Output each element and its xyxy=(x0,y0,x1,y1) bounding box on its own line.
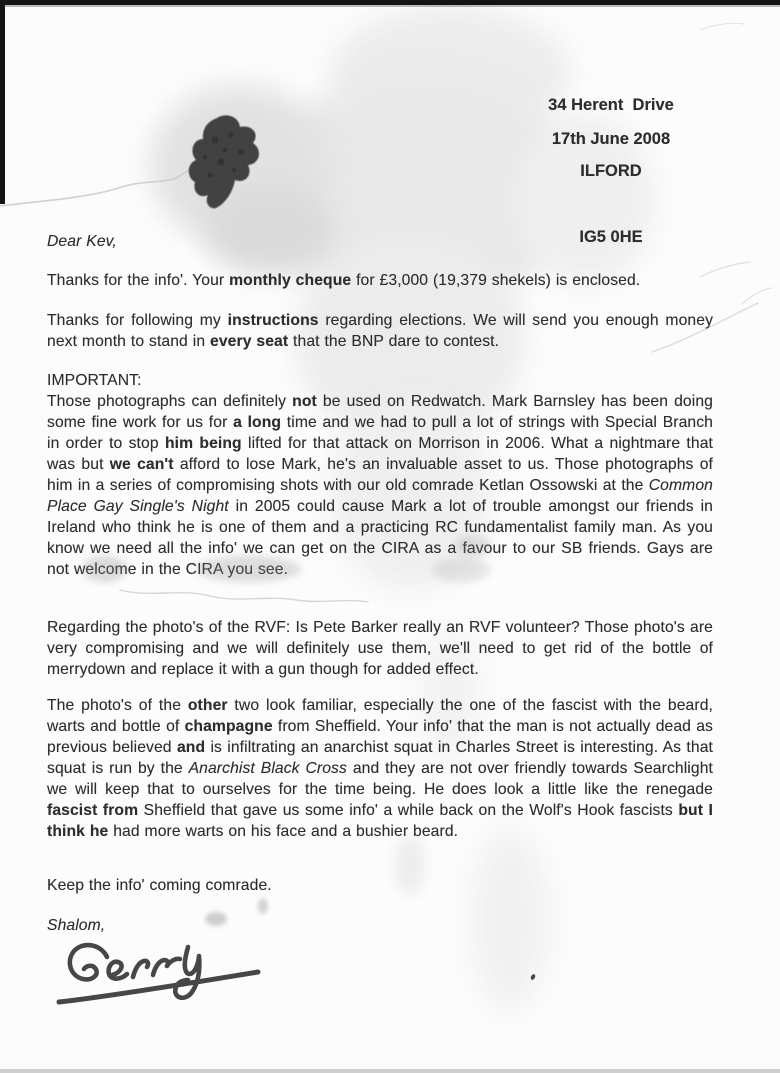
paragraph-sheffield: The photo's of the other two look familiar, especially the one of the fascist with the beard, warts and bottle of champagne from Sheffield. Your info' that the man is not actually dead as previous believed and is infiltrating an anarchist squat in Charles Street is interesting. As that squat is run by the Anarchist Black Cross and they are not over friendly towards Searchlight we will keep that to ourselves for the time being. He does look a little like the renegade fascist from Sheffield that gave us some info' a while back on the Wolf's Hook fascists but I think he had more warts on his face and a bushier beard. xyxy=(47,697,713,840)
ink-blot xyxy=(185,112,280,222)
signature-gerry xyxy=(45,932,325,1017)
address-line-3: IG5 0HE xyxy=(579,228,643,246)
letter-date: 17th June 2008 xyxy=(551,130,671,148)
important-heading: IMPORTANT: xyxy=(47,372,142,389)
salutation: Dear Kev, xyxy=(47,233,117,250)
paragraph-photographs: Those photographs can definitely not be used on Redwatch. Mark Barnsley has been doing some fine work for us for a long time and we had to pull a lot of strings with Special Branch in order to stop him being lifted for that attack on Morrison in 2006. What a nightmare that was but we can't afford to lose Mark, he's an invaluable asset to us. Those photographs of him in a series of compromising shots with our old comrade Ketlan Ossowski at the Common Place Gay Single's Night in 2005 could cause Mark a lot of trouble amongst our friends in Ireland who think he is one of them and a practicing RC fundamentalist family man. As you know we need all the info' we can get on the CIRA as a favour to our SB friends. Gays are not welcome in the CIRA you see. xyxy=(47,393,714,578)
closing: Shalom, xyxy=(47,917,106,934)
paragraph-cheque: Thanks for the info'. Your monthly cheque for £3,000 (19,379 shekels) is enclosed. xyxy=(47,272,641,289)
address-line-2: ILFORD xyxy=(580,162,642,180)
address-line-1: 34 Herent Drive xyxy=(548,96,674,114)
paragraph-rvf: Regarding the photo's of the RVF: Is Pete Barker really an RVF volunteer? Those photo's are very compromising and we will definitely use them, we'll need to get rid of the bottle of merrydown and replace it with a gun though for added effect. xyxy=(47,619,713,678)
paragraph-elections: Thanks for following my instructions regarding elections. We will send you enough money next month to stand in every seat that the BNP dare to contest. xyxy=(47,312,714,350)
scan-edge-top-shadow xyxy=(0,5,780,7)
sender-address xyxy=(518,50,704,292)
paragraph-keep-info: Keep the info' coming comrade. xyxy=(47,877,272,894)
scan-edge-left xyxy=(0,0,5,204)
scan-edge-bottom xyxy=(0,1069,780,1073)
